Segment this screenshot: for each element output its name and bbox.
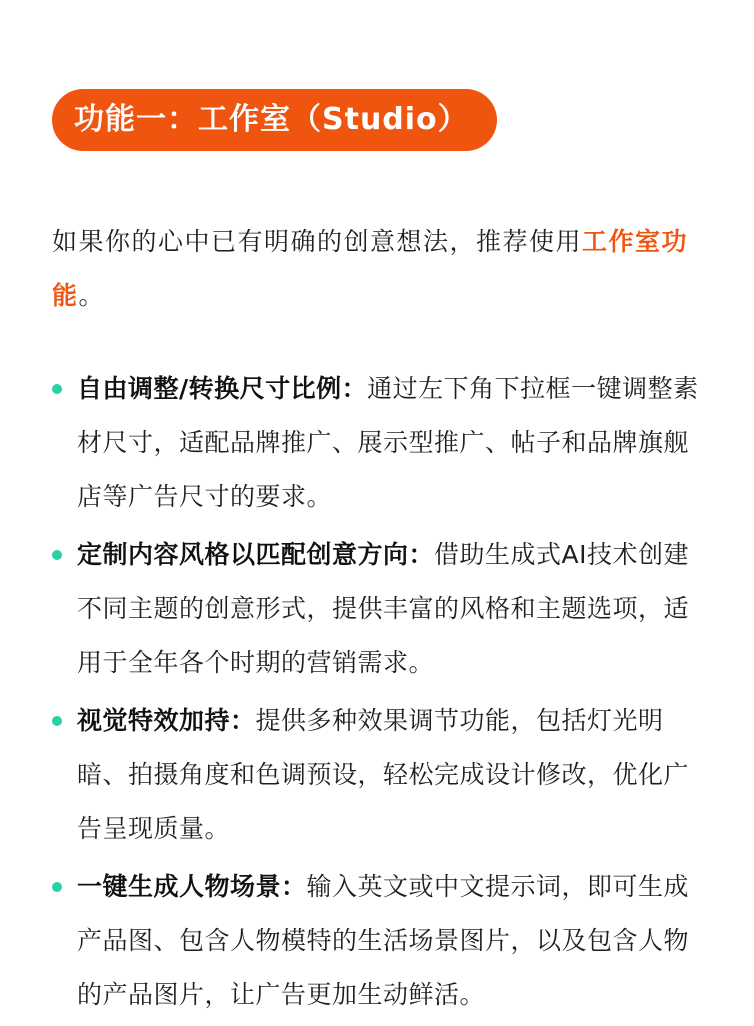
intro-highlight: 工作室功能 bbox=[52, 227, 689, 310]
feature-title: 视觉特效加持： bbox=[77, 706, 256, 735]
bullet-dot-icon bbox=[52, 384, 62, 394]
bullet-dot-icon bbox=[52, 882, 62, 892]
feature-title: 一键生成人物场景： bbox=[77, 872, 307, 901]
section-title: 功能一：工作室（Studio） bbox=[52, 89, 497, 151]
feature-item-people bbox=[52, 860, 702, 1022]
feature-description: 输入英文或中文提示词，即可生成产品图、包含人物模特的生活场景图片，以及包含人物的产品图片，让广告更加生动鲜活。 bbox=[77, 872, 690, 1009]
feature-item-effects bbox=[52, 694, 702, 856]
feature-item-style bbox=[52, 528, 702, 690]
feature-title: 自由调整/转换尺寸比例： bbox=[77, 374, 368, 403]
feature-description: 提供多种效果调节功能，包括灯光明暗、拍摄角度和色调预设，轻松完成设计修改，优化广告呈现质量。 bbox=[77, 706, 690, 843]
bullet-dot-icon bbox=[52, 550, 62, 560]
feature-description: 借助生成式AI技术创建不同主题的创意形式，提供丰富的风格和主题选项，适用于全年各个时期的营销需求。 bbox=[77, 540, 690, 677]
intro-paragraph bbox=[52, 215, 702, 323]
feature-item-resize bbox=[52, 362, 702, 524]
feature-description: 通过左下角下拉框一键调整素材尺寸，适配品牌推广、展示型推广、帖子和品牌旗舰店等广告尺寸的要求。 bbox=[77, 374, 699, 511]
feature-title: 定制内容风格以匹配创意方向： bbox=[77, 540, 435, 569]
bullet-dot-icon bbox=[52, 716, 62, 726]
intro-text: 如果你的心中已有明确的创意想法，推荐使用 bbox=[52, 227, 583, 256]
intro-end: 。 bbox=[78, 281, 106, 310]
feature-list bbox=[52, 362, 702, 1026]
